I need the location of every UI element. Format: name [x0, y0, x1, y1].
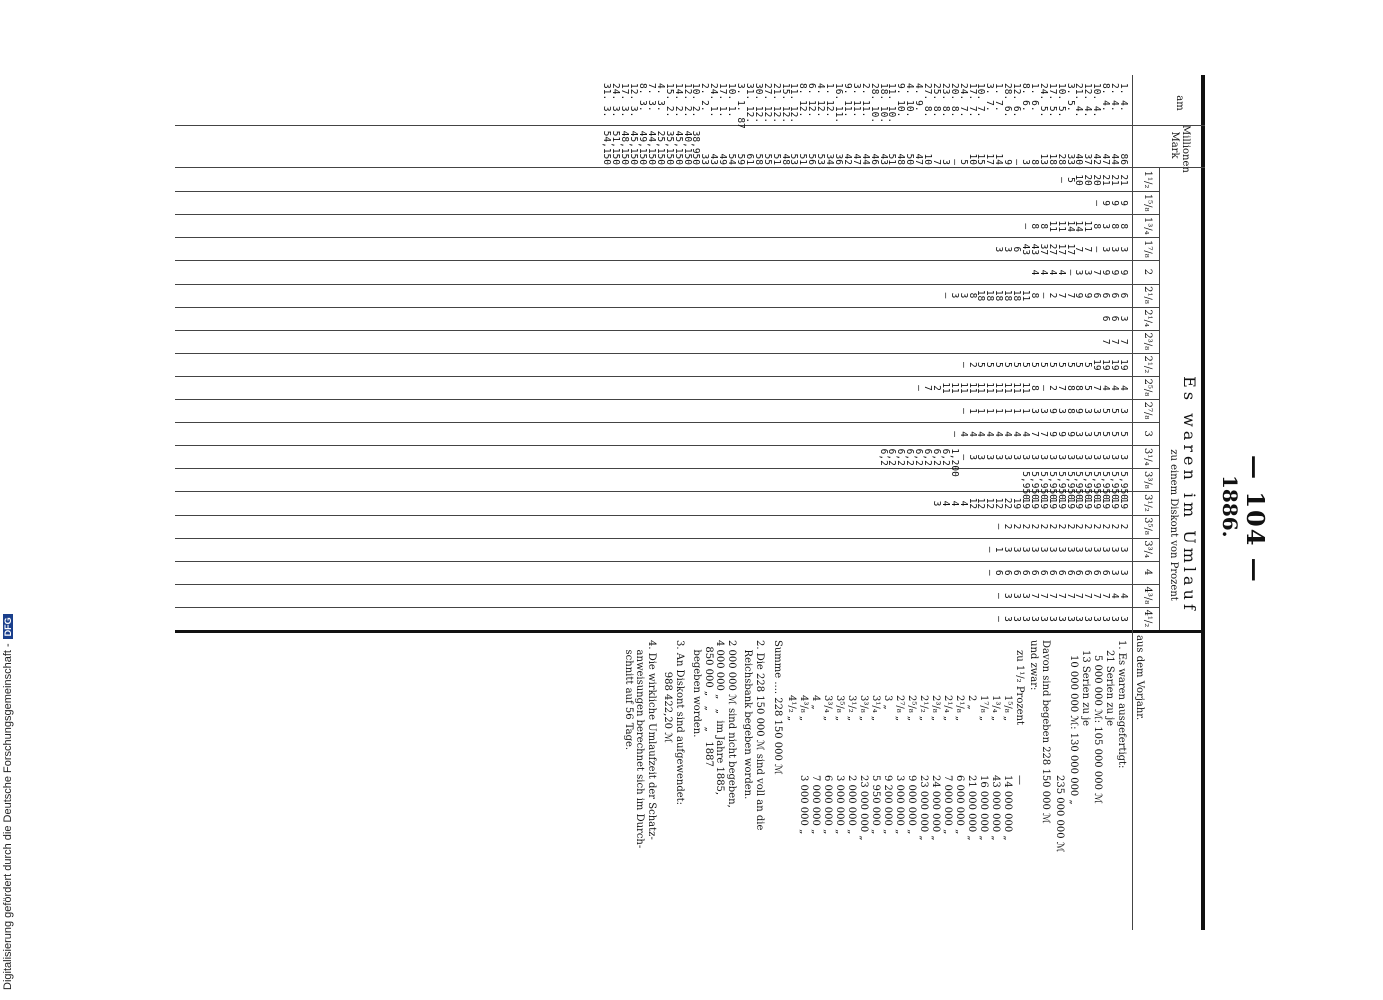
rate-column: 7 7 7 — [1100, 338, 1129, 345]
breakdown-rate: 1³/₄ „ — [990, 695, 1001, 722]
rate-header: 2⁵/₈ — [1142, 378, 1153, 397]
column-rule — [175, 584, 1160, 585]
amount-column: 86 44 47 42 37 40 33 28 18 13 8 3 — 9 14 17 15 10 5 — 3 7 10 47 50 48 51 43 46 44 47 42 36 34 53 56 51 53 48 51 55 58 61 59 54 49 43 33 38,950 40,150 45,150 35,150 25,150 44,150 49,150 45,150 48,150 51,150 54,150 — [601, 130, 1129, 165]
table-subtitle: zu einem Diskont von Prozent — [1168, 449, 1179, 601]
column-rule — [175, 561, 1160, 562]
note-1-title: 1. Es waren ausgefertigt: — [1116, 640, 1127, 769]
breakdown-rate: 1⁵/₈ „ — [1002, 695, 1013, 722]
rate-header: 1⁵/₈ — [1142, 193, 1153, 212]
rate-column: 2 2 2 2 2 2 2 2 2 2 2 2 2 2 — — [993, 523, 1129, 530]
note-3: 3. An Diskont sind aufgewendet: 988 422,20 ℳ — [662, 640, 685, 806]
rotated-page — [170, 75, 1270, 930]
page-header — [1210, 75, 1270, 930]
breakdown-rate: 2¹/₈ „ — [954, 695, 965, 722]
dfg-logo: DFG — [3, 614, 13, 639]
breakdown-amount: 6 000 000 „ — [954, 775, 965, 835]
rate-column: 8 8 3 8 11 14 14 11 11 8 8 — — [1020, 220, 1129, 232]
year-heading: 1886. — [1218, 475, 1242, 538]
page-number: — 104 — — [1241, 455, 1270, 584]
rate-column: 19 19 19 19 19 19 19 19 19 19 19 19 19 22 12 12 12 12 4 4 4 3 — [930, 497, 1129, 510]
breakdown-amount: — — [1014, 775, 1025, 785]
rate-column: 3 5 5 3 3 9 8 3 9 3 3 1 1 1 1 1 1 1 — — [957, 408, 1129, 414]
breakdown-rate: 3³/₄ „ — [822, 695, 833, 722]
rate-header: 3 — [1142, 430, 1153, 437]
note-1-line4: 10 000 000 ℳ: 130 000 000 „ — [1068, 655, 1079, 805]
rate-column: 3 3 3 — 7 7 17 17 27 37 43 43 6 3 3 — [993, 243, 1129, 256]
column-rule — [175, 491, 1160, 492]
note-2b: 2 000 000 ℳ sind nicht begeben, 4 000 000 „ „ im Jahre 1885, 850 000 „ „ „ 1887 begeben worden. — [691, 640, 737, 808]
breakdown-amount: 21 000 000 „ — [966, 775, 977, 841]
breakdown-amount: 2 000 000 „ — [846, 775, 857, 835]
breakdown-amount: 3 000 000 „ — [894, 775, 905, 835]
note-2: 2. Die 228 150 000 ℳ sind voll an die Reichsbank begeben worden. — [742, 640, 765, 831]
breakdown-rate: 2³/₈ „ — [930, 695, 941, 722]
dfg-sidebar — [0, 0, 22, 1000]
rate-column: 4 4 4 7 5 8 8 7 2 — 8 11 11 11 11 11 11 11 11 11 11 2 7 — — [913, 382, 1129, 394]
column-rule — [175, 214, 1160, 215]
rate-column: 19 19 19 19 5 5 5 5 5 5 5 5 5 5 5 5 5 2 — — [957, 359, 1129, 371]
breakdown-amount: 5 950 000 „ — [870, 775, 881, 835]
rate-header: 3¹/₄ — [1142, 447, 1153, 466]
breakdown-rate: 2 „ — [966, 695, 977, 710]
note-1-total: 235 000 000 ℳ — [1054, 775, 1065, 853]
rate-header: 2⁷/₈ — [1142, 401, 1153, 420]
rate-header: 2¹/₈ — [1142, 286, 1153, 304]
breakdown-amount: 7 000 000 „ — [942, 775, 953, 835]
note-1-line3: 13 Serien zu je — [1080, 650, 1091, 727]
breakdown-amount: 7 000 000 „ — [810, 775, 821, 835]
rate-header: 3⁵/₈ — [1142, 517, 1153, 535]
rate-header: 3³/₄ — [1142, 540, 1153, 559]
note-1-and: und zwar: — [1028, 640, 1039, 691]
dfg-credit — [2, 614, 14, 990]
note-1-line1: 21 Serien zu je — [1104, 650, 1115, 727]
breakdown-rate: 2¹/₂ „ — [918, 695, 929, 722]
column-rule — [175, 260, 1160, 261]
col-header-date: am — [1174, 95, 1185, 111]
breakdown-amount: 6 000 000 „ — [822, 775, 833, 835]
column-rule — [175, 376, 1160, 377]
breakdown-rate: 4 „ — [810, 695, 821, 710]
rate-column: 3 3 3 3 3 3 3 3 3 3 3 3 3 3 1 — — [984, 546, 1129, 553]
column-rule — [175, 422, 1160, 423]
note-1-line2: 5 000 000 ℳ: 105 000 000 ℳ — [1092, 655, 1103, 804]
note-header: aus dem Vorjahr. — [1134, 635, 1145, 721]
rate-column: 3 3 3 3 3 3 3 3 3 3 3 3 3 3 — — [993, 616, 1129, 622]
rate-column: 9 9 9 — — [1091, 200, 1129, 206]
column-rule — [175, 307, 1160, 308]
breakdown-amount: 23 000 000 „ — [858, 775, 869, 841]
breakdown-sum: Summe .... 228 150 000 ℳ — [772, 640, 783, 775]
rate-header: 4 — [1142, 569, 1153, 576]
column-rule — [175, 237, 1160, 238]
rate-column: 6 6 6 6 9 9 7 7 2 — 8 11 18 18 18 18 18 8 3 3 — — [939, 289, 1129, 302]
column-rule — [175, 284, 1160, 285]
rate-header: 4³/₈ — [1142, 586, 1153, 605]
breakdown-rate: 3⁵/₈ „ — [834, 695, 845, 722]
column-rule — [175, 330, 1160, 331]
column-rule — [175, 353, 1160, 354]
rate-column: 3 3 6 6 6 6 6 6 6 6 6 6 6 6 6 — — [984, 569, 1129, 576]
breakdown-amount: 3 000 000 „ — [834, 775, 845, 835]
col-header-amount: Millionen Mark — [1169, 125, 1191, 173]
rate-column: 9 9 9 7 3 3 — 4 4 4 4 — [1028, 269, 1129, 276]
rate-column: 3 3 3 3 3 3 3 3 3 3 3 3 3 3 3 3 3 3 — 1,200 6,2 6,2 6,2 6,2 6,2 6,2 6,2 6,2 — [877, 448, 1129, 477]
rate-column: 5 5 5 5 3 3 9 9 9 7 7 4 4 4 4 4 4 4 4 — — [948, 431, 1129, 437]
rate-header: 1⁷/₈ — [1142, 239, 1153, 258]
breakdown-amount: 14 000 000 „ — [1002, 775, 1013, 841]
column-rule — [175, 468, 1160, 469]
breakdown-rate: zu 1¹/₂ Prozent — [1014, 650, 1025, 725]
breakdown-amount: 9 000 000 „ — [906, 775, 917, 835]
breakdown-amount: 43 000 000 „ — [990, 775, 1001, 841]
breakdown-rate: 2¹/₄ „ — [942, 695, 953, 722]
breakdown-amount: 16 000 000 „ — [978, 775, 989, 841]
note-1-given: Davon sind begeben 228 150 000 ℳ — [1040, 640, 1051, 824]
breakdown-rate: 3¹/₄ „ — [870, 695, 881, 722]
breakdown-rate: 1⁷/₈ „ — [978, 695, 989, 722]
rate-header: 2¹/₂ — [1142, 355, 1153, 374]
breakdown-rate: 2⁷/₈ „ — [894, 695, 905, 722]
rate-column: 3 6 6 — [1100, 315, 1129, 322]
column-rule — [175, 607, 1160, 608]
rate-column: 21 21 21 20 20 10 5 — — [1055, 174, 1129, 186]
dfg-credit-text: Digitalisierung gefördert durch die Deutsche Forschungsgemeinschaft - — [2, 643, 14, 990]
column-rule — [175, 191, 1160, 192]
rate-header: 2¹/₄ — [1142, 309, 1153, 328]
column-rule — [175, 515, 1160, 516]
circulation-table — [175, 75, 1205, 930]
breakdown-rate: 2⁵/₈ „ — [906, 695, 917, 722]
rate-column: 5,950 5,950 5,950 5,950 5,950 5,950 5,950 5,950 5,950 5,950 5,950 5,950 — [1020, 471, 1129, 500]
note-4: 4. Die wirkliche Umlaufzeit der Schatz- anweisungen berechnet sich im Durch- schnitt auf 56 Tage. — [623, 640, 657, 849]
date-column: 1. 4. 2. 4. 8. 4. 10. 4. 12. 4. 21. 4. 3. 5. 10. 5. 17. 5. 24. 5. 1. 6. 8. 6. 12. 6. 28. 6. 1. 7. 3. 7. 10. 7. 17. 7. 24. 7. 20. 8. 23. 8. 25. 8. 27. 8. 4. 9. 4. 10. 9. 10. 11. 10. 18. 10. 28. 10. 2. 11. 3. 11. 9. 11. 16. 11. 1. 12. 4. 12. 6. 12. 8. 12. 11. 12. 15. 12. 21. 12. 27. 12. 30. 12. 31. 12. 3. 1. 87 10. 1. 17. 1. 24. 1. 2. 2. 10. 2. 12. 2. 14. 2. 15. 2. 4. 3. 7. 3. 8. 3. 12. 3. 17. 3. 24. 3. 31. 3. — [601, 83, 1129, 129]
breakdown-amount: 3 000 000 „ — [798, 775, 809, 835]
rate-header: 2³/₈ — [1142, 332, 1153, 351]
breakdown-rate: 4¹/₂ „ — [786, 695, 797, 722]
breakdown-rate: 3¹/₂ „ — [846, 695, 857, 722]
breakdown-rate: 3 „ — [882, 695, 893, 710]
rate-header: 4¹/₂ — [1142, 609, 1153, 628]
rate-header: 1³/₄ — [1142, 216, 1153, 235]
breakdown-rate: 3³/₈ „ — [858, 695, 869, 722]
column-rule — [175, 445, 1160, 446]
breakdown-amount: 23 000 000 „ — [918, 775, 929, 841]
rate-header: 3¹/₂ — [1142, 494, 1153, 512]
rate-column: 4 4 7 7 7 7 7 7 7 7 7 3 3 3 — — [993, 592, 1129, 599]
rate-header: 2 — [1142, 268, 1153, 276]
column-rule — [175, 399, 1160, 400]
breakdown-rate: 4³/₈ „ — [798, 695, 809, 722]
column-rule — [175, 538, 1160, 539]
breakdown-amount: 9 200 000 „ — [882, 775, 893, 835]
rate-header: 3³/₈ — [1142, 470, 1153, 489]
breakdown-amount: 24 000 000 „ — [930, 775, 941, 841]
table-title: Es waren im Umlauf — [1180, 376, 1199, 614]
rate-header: 1¹/₂ — [1142, 170, 1153, 189]
